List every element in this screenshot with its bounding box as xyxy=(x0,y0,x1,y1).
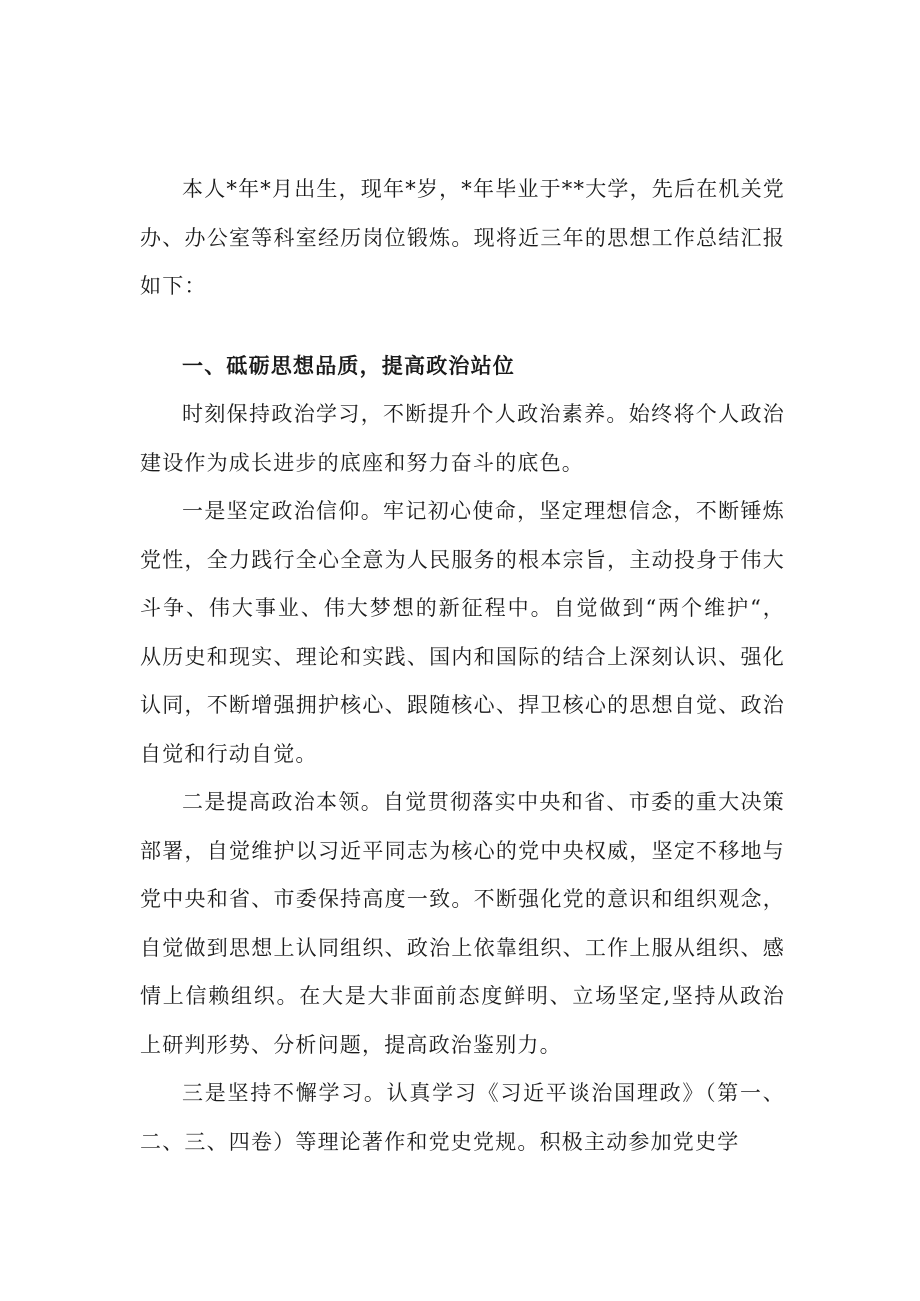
section-heading: 一、砥砺思想品质，提高政治站位 xyxy=(182,353,515,378)
document-body xyxy=(140,165,785,1166)
body-paragraph: 三是坚持不懈学习。认真学习《习近平谈治国理政》（第一、二、三、四卷）等理论著作和党史党规。积极主动参加党史学 xyxy=(140,1081,785,1154)
body-paragraph: 一是坚定政治信仰。牢记初心使命，坚定理想信念，不断锤炼党性，全力践行全心全意为人民服务的根本宗旨，主动投身于伟大斗争、伟大事业、伟大梦想的新征程中。自觉做到“两个维护“，从历史和现实、理论和实践、国内和国际的结合上深刻认识、强化认同，不断增强拥护核心、跟随核心、捍卫核心的思想自觉、政治自觉和行动自觉。 xyxy=(140,499,785,766)
body-paragraph: 二是提高政治本领。自觉贯彻落实中央和省、市委的重大决策部署，自觉维护以习近平同志为核心的党中央权威，坚定不移地与党中央和省、市委保持高度一致。不断强化党的意识和组织观念，自觉做到思想上认同组织、政治上依靠组织、工作上服从组织、感情上信赖组织。在大是大非面前态度鲜明、立场坚定,坚持从政治上研判形势、分析问题，提高政治鉴别力。 xyxy=(140,790,785,1057)
body-paragraph: 时刻保持政治学习，不断提升个人政治素养。始终将个人政治建设作为成长进步的底座和努力奋斗的底色。 xyxy=(140,402,785,475)
intro-paragraph: 本人*年*月出生，现年*岁，*年毕业于**大学，先后在机关党办、办公室等科室经历岗位锻炼。现将近三年的思想工作总结汇报如下： xyxy=(140,177,785,298)
